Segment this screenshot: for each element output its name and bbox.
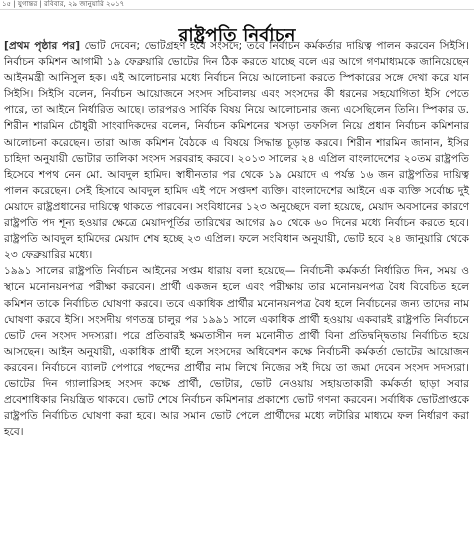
paragraph-1-text: ভোট দেবেন; ভোটগ্রহণ হবে সংসদে; তবে নির্বাচন কর্মকর্তার দায়িত্ব পালন করবেন সিইসি। নির্বাচন কমিশন আগামী ১৯ ফেব্রুয়ারি ভোটের দিন ঠিক করতে যাচ্ছে বলে এর আগে গণমাধ্যমকে জানিয়েছেন আইনমন্ত্রী আনিসুল হক। এই আলোচনার মধ্যে নির্বাচন নিয়ে আলোচনা করতে স্পিকারের সঙ্গে দেখা করে যান সিইসি। সিইসি বলেন, নির্বাচন আয়োজনে সংসদ সচিবালয় এবং সংসদের কী ধরনের সহযোগিতা ইসি পেতে পারে, তা আইনে নির্ধারিত আছে। তারপরও সার্বিক বিষয় নিয়ে আলোচনার জন্য এসেছিলেন তিনি। স্পিকার ড. শিরীন শারমিন চৌধুরী সাংবাদিকদের বলেন, নির্বাচন কমিশনের খসড়া তফসিল নিয়ে প্রধান নির্বাচন কমিশনার আলোচনা করেছেন। তারা আজ কমিশন বৈঠকে এ বিষয়ে সিদ্ধান্ত চূড়ান্ত করবে। শিরীন শারমিন জানান, ইসির চাহিদা অনুযায়ী ভোটার তালিকা সংসদ সরবরাহ করবে। ২০১৩ সালের ২৪ এপ্রিল বাংলাদেশের ২০তম রাষ্ট্রপতি হিসেবে শপথ নেন মো. আবদুল হামিদ। স্বাধীনতার পর থেকে ১৯ মেয়াদে এ পর্যন্ত ১৬ জন রাষ্ট্রপতির দায়িত্ব পালন করেছেন। সেই হিসাবে আবদুল হামিদ এই পদে সপ্তদশ ব্যক্তি। বাংলাদেশের আইনে এক ব্যক্তি সর্বোচ্চ দুই মেয়াদে রাষ্ট্রপ্রধানের দায়িত্বে থাকতে পারবেন। সংবিধানের ১২৩ অনুচ্ছেদে বলা হয়েছে, মেয়াদ অবসানের কারণে রাষ্ট্রপতি পদ শূন্য হওয়ার ক্ষেত্রে মেয়াদপূর্তির তারিখের আগের ৯০ থেকে ৬০ দিনের মধ্যে নির্বাচন করতে হবে। রাষ্ট্রপতি আবদুল হামিদের মেয়াদ শেষ হচ্ছে ২৩ এপ্রিল। ফলে সংবিধান অনুযায়ী, ভোট হবে ২৪ জানুয়ারি থেকে ২৩ ফেব্রুয়ারির মধ্যে। [4, 40, 469, 262]
article-paragraph-2: ১৯৯১ সালের রাষ্ট্রপতি নির্বাচন আইনের সপ্তম ধারায় বলা হয়েছে— নির্বাচনী কর্মকর্তা নির্ধারিত দিন, সময় ও স্থানে মনোনয়নপত্র পরীক্ষা করবেন। প্রার্থী একজন হলে এবং পরীক্ষায় তার মনোনয়নপত্র বৈধ বিবেচিত হলে কমিশন তাকে নির্বাচিত ঘোষণা করবে। তবে একাধিক প্রার্থীর মনোনয়নপত্র বৈধ হলে নির্বাচনের জন্য তাদের নাম ঘোষণা করবে ইসি। সংসদীয় গণতন্ত্র চালুর পর ১৯৯১ সালে একাধিক প্রার্থী হওয়ায় একবারই রাষ্ট্রপতি নির্বাচনে ভোট দেন সংসদ সদস্যরা। পরে প্রতিবারই ক্ষমতাসীন দল মনোনীত প্রার্থী বিনা প্রতিদ্বন্দ্বিতায় নির্বাচিত হয়ে আসছেন। আইন অনুযায়ী, একাধিক প্রার্থী হলে সংসদের অধিবেশন কক্ষে নির্বাচনী কর্মকর্তা ভোটের আয়োজন করবেন। নির্বাচনে ব্যালট পেপারে পছন্দের প্রার্থীর নাম লিখে নিজের সই দিয়ে তা জমা দেবেন সংসদ সদস্যরা। ভোটের দিন গ্যালারিসহ সংসদ কক্ষে প্রার্থী, ভোটার, ভোট নেওয়ায় সহায়তাকারী কর্মকর্তা ছাড়া সবার প্রবেশাধিকার নিয়ন্ত্রিত থাকবে। ভোট শেষে নির্বাচন কমিশনার প্রকাশ্যে ভোট গণনা করবেন। সর্বাধিক ভোটপ্রাপ্তকে রাষ্ট্রপতি নির্বাচিত ঘোষণা করা হবে। আর সমান ভোট পেলে প্রার্থীদের মধ্যে লটারির মাধ্যমে ফল নির্ধারণ করা হবে। [4, 265, 469, 439]
article-paragraph-1 [4, 38, 469, 263]
header-divider [0, 9, 474, 10]
page-header-text: ১৫ | যুগান্তর | রবিবার, ২৯ জানুয়ারি ২০১৭ [2, 0, 125, 8]
page-header-strip [0, 0, 474, 8]
article-body [4, 38, 469, 440]
continuation-prefix: [প্রথম পৃষ্ঠার পর] [4, 40, 81, 52]
article-headline: রাষ্ট্রপতি নির্বাচন [178, 25, 296, 47]
